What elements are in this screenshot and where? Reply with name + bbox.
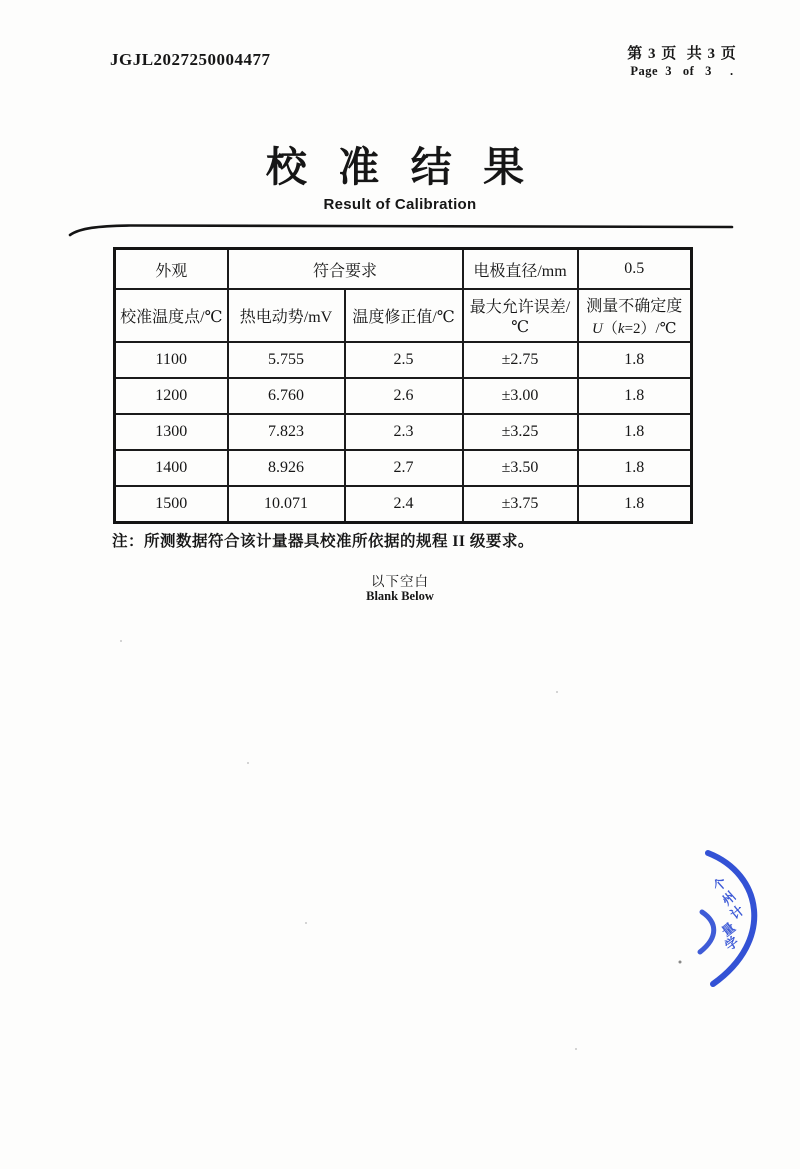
seal-character: 个 xyxy=(709,874,730,895)
certificate-number: JGJL2027250004477 xyxy=(110,50,271,69)
table-cell: 1200 xyxy=(115,378,228,414)
table-cell: 1.8 xyxy=(578,486,692,523)
table-cell: ±3.00 xyxy=(463,378,578,414)
ink-speck xyxy=(679,961,682,964)
table-cell: 1.8 xyxy=(578,342,692,378)
table-row xyxy=(115,486,692,523)
official-seal-stamp xyxy=(672,842,787,997)
table-cell: 1100 xyxy=(115,342,228,378)
table-cell: 5.755 xyxy=(228,342,345,378)
table-cell: ±3.50 xyxy=(463,450,578,486)
page-number-cn: 第 3 页 共 3 页 xyxy=(627,46,737,62)
cell-appearance-label: 外观 xyxy=(115,249,228,290)
calibration-result-table xyxy=(113,247,693,524)
table-cell: 1.8 xyxy=(578,414,692,450)
table-cell: 1300 xyxy=(115,414,228,450)
scan-speck xyxy=(556,691,558,693)
table-cell: 1400 xyxy=(115,450,228,486)
page-number-en: Page 3 of 3 . xyxy=(630,64,734,78)
note-text: 注：所测数据符合该计量器具校准所依据的规程 II 级要求。 xyxy=(112,533,534,550)
seal-character: 计 xyxy=(727,902,747,923)
scan-speck xyxy=(575,1048,577,1050)
col-header-max-error: 最大允许误差/℃ xyxy=(463,289,578,342)
uncertainty-label-line1: 测量不确定度 xyxy=(586,298,683,315)
col-header-temperature-point: 校准温度点/℃ xyxy=(115,289,228,342)
table-cell: ±3.25 xyxy=(463,414,578,450)
page-title: 校 准 结 果 xyxy=(265,144,535,190)
page-number-block xyxy=(612,42,752,79)
table-cell: 1500 xyxy=(115,486,228,523)
col-header-correction: 温度修正值/℃ xyxy=(345,289,463,342)
seal-character: 州 xyxy=(718,888,739,909)
table-row-appearance xyxy=(115,249,692,290)
table-cell: 2.4 xyxy=(345,486,463,523)
table-row xyxy=(115,450,692,486)
blank-below-en: Blank Below xyxy=(366,589,434,603)
table-cell: 10.071 xyxy=(228,486,345,523)
seal-outer-arc xyxy=(708,853,754,984)
page-subtitle: Result of Calibration xyxy=(323,196,477,213)
blank-below-cn: 以下空白 xyxy=(371,574,429,589)
scan-speck xyxy=(120,640,122,642)
seal-inner-arc xyxy=(700,912,714,952)
uncertainty-label-line2: U（k=2）/℃ xyxy=(592,321,677,337)
table-cell: ±2.75 xyxy=(463,342,578,378)
cell-electrode-value: 0.5 xyxy=(578,249,692,290)
table-cell: 2.5 xyxy=(345,342,463,378)
table-cell: 2.6 xyxy=(345,378,463,414)
table-cell: 6.760 xyxy=(228,378,345,414)
table-cell: 2.3 xyxy=(345,414,463,450)
seal-character: 学 xyxy=(721,933,742,954)
scan-speck xyxy=(247,762,249,764)
table-row xyxy=(115,378,692,414)
col-header-uncertainty xyxy=(578,289,692,342)
table-cell: 8.926 xyxy=(228,450,345,486)
table-cell: 1.8 xyxy=(578,378,692,414)
seal-character: 量 xyxy=(718,919,739,940)
cell-appearance-value: 符合要求 xyxy=(228,249,463,290)
col-header-emf: 热电动势/mV xyxy=(228,289,345,342)
table-row xyxy=(115,414,692,450)
table-row xyxy=(115,342,692,378)
table-cell: 7.823 xyxy=(228,414,345,450)
table-header-row xyxy=(115,289,692,342)
table-cell: 2.7 xyxy=(345,450,463,486)
cell-electrode-label: 电极直径/mm xyxy=(463,249,578,290)
table-cell: ±3.75 xyxy=(463,486,578,523)
title-divider-line xyxy=(64,220,764,240)
table-cell: 1.8 xyxy=(578,450,692,486)
scan-speck xyxy=(305,922,307,924)
